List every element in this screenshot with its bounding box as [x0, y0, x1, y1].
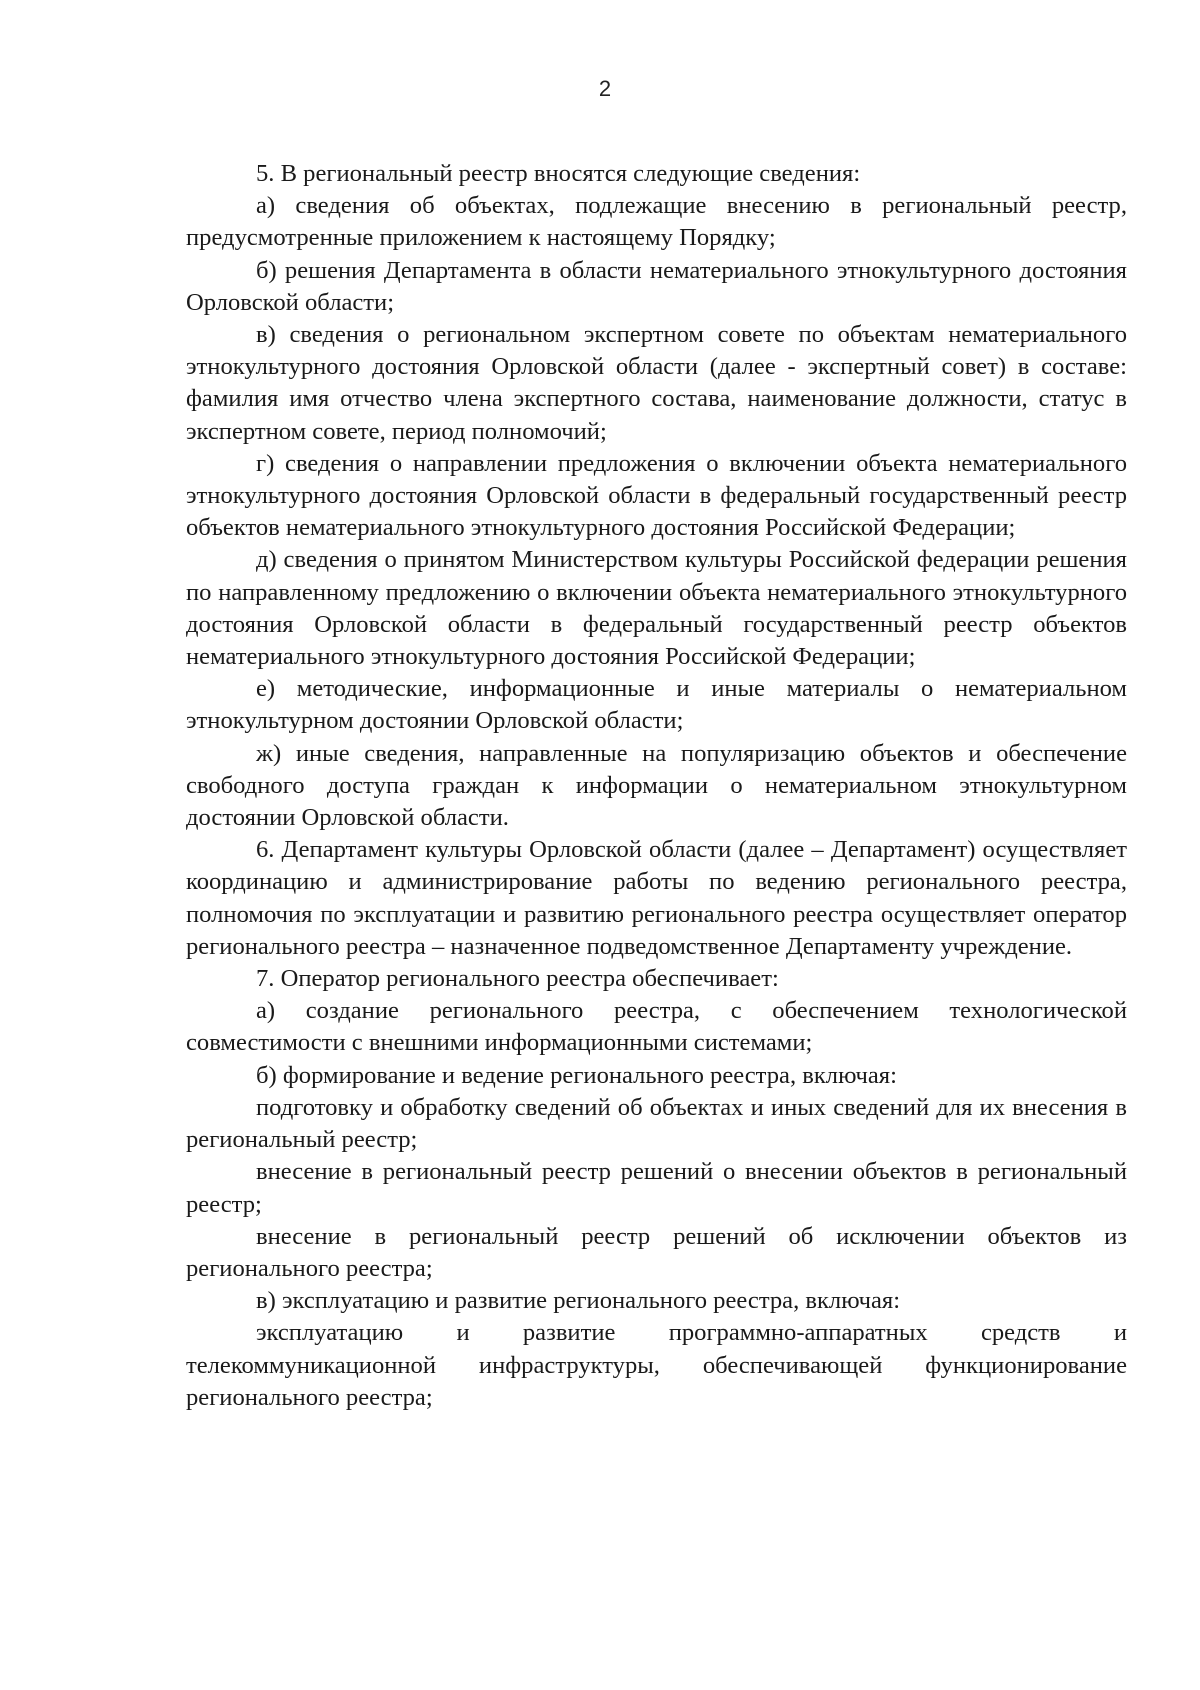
- paragraph-5b: б) решения Департамента в области нематериального этнокультурного достояния Орловской области;: [186, 256, 1127, 316]
- paragraph-5v: в) сведения о региональном экспертном совете по объектам нематериального этнокультурного достояния Орловской области (далее - экспертный совет) в составе: фамилия имя отчество члена экспертного состава, наименование должности, статус в экспертном совете, период полномочий;: [186, 321, 1127, 445]
- paragraph-7v-item-1: эксплуатацию и развитие программно-аппаратных средств и телекоммуникационной инфраструктуры, обеспечивающей функционирование регионального реестра;: [186, 1319, 1127, 1411]
- paragraph-7-heading: 7. Оператор регионального реестра обеспечивает:: [256, 965, 779, 993]
- paragraph-7b-item-2: внесение в региональный реестр решений о внесении объектов в региональный реестр;: [186, 1158, 1127, 1218]
- paragraph-5e: е) методические, информационные и иные материалы о нематериальном этнокультурном достоянии Орловской области;: [186, 675, 1127, 735]
- document-body: [186, 158, 1127, 1414]
- paragraph-5-heading: 5. В региональный реестр вносятся следующие сведения:: [256, 160, 861, 187]
- paragraph-7b-item-1: подготовку и обработку сведений об объектах и иных сведений для их внесения в региональный реестр;: [186, 1093, 1127, 1154]
- paragraph-7v: в) эксплуатацию и развитие регионального реестра, включая:: [256, 1287, 901, 1315]
- paragraph-7b-item-3: внесение в региональный реестр решений об исключении объектов из регионального реестра;: [186, 1222, 1127, 1282]
- page-number: 2: [598, 76, 612, 101]
- paragraph-5a: а) сведения об объектах, подлежащие внесению в региональный реестр, предусмотренные приложением к настоящему Порядку;: [186, 192, 1127, 252]
- paragraph-7b: б) формирование и ведение регионального реестра, включая:: [256, 1061, 897, 1089]
- paragraph-7a: а) создание регионального реестра, с обеспечением технологической совместимости с внешними информационными системами;: [186, 997, 1127, 1057]
- paragraph-5g: г) сведения о направлении предложения о включении объекта нематериального этнокультурного достояния Орловской области в федеральный государственный реестр объектов нематериального этнокультурного достояния Российской Федерации;: [186, 449, 1127, 542]
- paragraph-5d: д) сведения о принятом Министерством культуры Российской федерации решения по направленному предложению о включении объекта нематериального этнокультурного достояния Орловской области в федеральный государственный реестр объектов нематериального этнокультурного достояния Российской Федерации;: [186, 546, 1127, 671]
- paragraph-5zh: ж) иные сведения, направленные на популяризацию объектов и обеспечение свободного доступа граждан к информации о нематериальном этнокультурном достоянии Орловской области.: [186, 739, 1127, 832]
- paragraph-6: 6. Департамент культуры Орловской области (далее – Департамент) осуществляет координацию и администрирование работы по ведению регионального реестра, полномочия по эксплуатации и развитию регионального реестра осуществляет оператор регионального реестра – назначенное подведомственное Департаменту учреждение.: [186, 836, 1127, 960]
